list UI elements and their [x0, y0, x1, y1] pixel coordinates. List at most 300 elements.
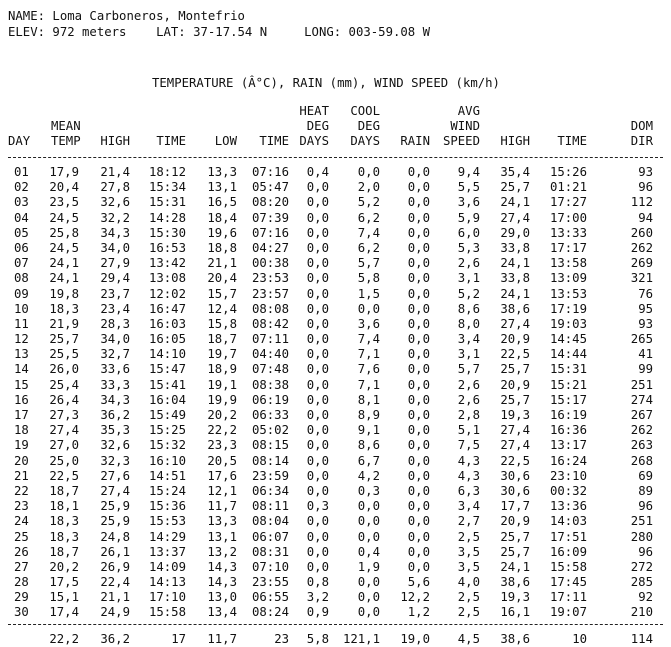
cell-cool: 0,4: [357, 544, 380, 559]
cell-day: 06: [14, 240, 29, 255]
cell-whigh: 20,9: [500, 377, 530, 392]
cell-time: 18:12: [148, 165, 186, 179]
cell-mean: 18,7: [49, 544, 79, 559]
cell-ltime: 08:14: [251, 453, 289, 468]
cell-day: 16: [14, 392, 29, 407]
cell-wtime: 14:45: [549, 332, 587, 347]
cell-mean: 17,4: [49, 605, 79, 620]
cell-heat: 0,9: [306, 605, 329, 620]
cell-dom: 93: [638, 165, 653, 179]
cell-rain: 0,0: [407, 271, 430, 286]
cell-ltime: 06:19: [251, 392, 289, 407]
cell-high: 25,9: [100, 514, 130, 529]
table-row: [8, 287, 663, 302]
cell-ltime: 07:16: [251, 225, 289, 240]
cell-day: 11: [14, 316, 29, 331]
cell-rain: 0,0: [407, 286, 430, 301]
cell-heat: 0,0: [306, 332, 329, 347]
cell-rain: 1,2: [407, 605, 430, 620]
cell-cool: 3,6: [357, 316, 380, 331]
cell-dom: 272: [630, 559, 653, 574]
cell-day: 18: [14, 423, 29, 438]
cell-time: 14:09: [148, 559, 186, 574]
cell-avgwind: 5,7: [457, 362, 480, 377]
report-title: TEMPERATURE (Â°C), RAIN (mm), WIND SPEED (km/h): [152, 76, 500, 90]
cell-wtime: 19:07: [549, 605, 587, 620]
cell-time: 15:31: [148, 195, 186, 210]
cell-ltime: 08:20: [251, 195, 289, 210]
cell-low: 19,6: [207, 225, 237, 240]
cell-time: 14:10: [148, 347, 186, 362]
cell-dom: 269: [630, 256, 653, 271]
cell-high: 34,0: [100, 240, 130, 255]
cell-avgwind: 2,6: [457, 392, 480, 407]
cell-avgwind: 4,0: [457, 575, 480, 590]
cell-cool: 1,5: [357, 286, 380, 301]
cell-ltime: 08:24: [251, 605, 289, 620]
cell-cool: 2,0: [357, 180, 380, 195]
cell-whigh: 20,9: [500, 514, 530, 529]
cell-high: 29,4: [100, 271, 130, 286]
cell-ltime: 06:34: [251, 483, 289, 498]
cell-dom: 69: [638, 468, 653, 483]
cell-whigh: 25,7: [500, 180, 530, 195]
cell-heat: 0,0: [306, 544, 329, 559]
cell-wtime: 14:03: [549, 514, 587, 529]
cell-time: 16:53: [148, 240, 186, 255]
cell-time: 16:05: [148, 332, 186, 347]
table-row: [8, 362, 663, 377]
cell-avgwind: 2,5: [457, 605, 480, 620]
cell-wtime: 17:00: [549, 210, 587, 225]
table-row: [8, 347, 663, 362]
summary-ltime: 23: [274, 632, 289, 646]
cell-day: 26: [14, 544, 29, 559]
cell-mean: 18,3: [49, 529, 79, 544]
table-row: [8, 408, 663, 423]
cell-time: 15:30: [148, 225, 186, 240]
cell-rain: 0,0: [407, 438, 430, 453]
cell-wtime: 13:36: [549, 499, 587, 514]
cell-cool: 6,2: [357, 210, 380, 225]
table-row: [8, 378, 663, 393]
cell-heat: 0,0: [306, 256, 329, 271]
cell-dom: 95: [638, 301, 653, 316]
cell-time: 15:49: [148, 408, 186, 422]
cell-day: 25: [14, 529, 29, 544]
cell-high: 34,0: [100, 332, 130, 347]
cell-avgwind: 4,3: [457, 453, 480, 468]
cell-wtime: 13:33: [549, 225, 587, 240]
cell-low: 20,4: [207, 271, 237, 286]
cell-heat: 0,0: [306, 453, 329, 468]
cell-ltime: 08:38: [251, 377, 289, 392]
cell-high: 32,2: [100, 210, 130, 225]
cell-mean: 21,9: [49, 316, 79, 331]
cell-ltime: 00:38: [251, 256, 289, 271]
cell-avgwind: 2,5: [457, 590, 480, 605]
table-row: [8, 575, 663, 590]
cell-cool: 7,1: [357, 347, 380, 362]
cell-rain: 0,0: [407, 210, 430, 225]
cell-ltime: 23:53: [251, 271, 289, 286]
climate-report: [8, 8, 663, 646]
cell-dom: 210: [630, 605, 653, 620]
cell-time: 16:04: [148, 392, 186, 407]
cell-high: 24,9: [100, 605, 130, 620]
cell-heat: 0,0: [306, 347, 329, 362]
cell-wtime: 15:17: [549, 392, 587, 407]
cell-wtime: 17:45: [549, 575, 587, 590]
cell-high: 25,9: [100, 499, 130, 514]
cell-heat: 0,0: [306, 468, 329, 483]
cell-avgwind: 5,3: [457, 240, 480, 255]
cell-rain: 0,0: [407, 240, 430, 255]
cell-low: 13,3: [207, 165, 237, 179]
cell-cool: 0,3: [357, 483, 380, 498]
cell-avgwind: 5,9: [457, 210, 480, 225]
cell-rain: 0,0: [407, 423, 430, 438]
cell-cool: 4,2: [357, 468, 380, 483]
cell-heat: 3,2: [306, 590, 329, 605]
cell-mean: 17,9: [49, 165, 79, 179]
cell-time: 17:10: [148, 590, 186, 605]
cell-ltime: 08:04: [251, 514, 289, 529]
cell-rain: 0,0: [407, 225, 430, 240]
cell-wtime: 14:44: [549, 347, 587, 362]
cell-low: 19,1: [207, 377, 237, 392]
cell-ltime: 06:07: [251, 529, 289, 544]
cell-avgwind: 5,1: [457, 423, 480, 438]
column-header-rain: RAIN: [400, 134, 430, 148]
cell-heat: 0,0: [306, 377, 329, 392]
cell-heat: 0,0: [306, 438, 329, 453]
cell-low: 18,7: [207, 332, 237, 347]
column-header-dom: DOM DIR: [630, 119, 653, 148]
cell-wtime: 17:19: [549, 301, 587, 316]
cell-whigh: 27,4: [500, 423, 530, 438]
cell-high: 32,6: [100, 195, 130, 210]
column-headers: [8, 104, 663, 154]
cell-wtime: 16:24: [549, 453, 587, 468]
table-row: [8, 454, 663, 469]
cell-low: 15,8: [207, 316, 237, 331]
cell-day: 08: [14, 271, 29, 286]
cell-heat: 0,0: [306, 316, 329, 331]
cell-low: 13,3: [207, 514, 237, 529]
cell-cool: 1,9: [357, 559, 380, 574]
cell-wtime: 16:19: [549, 408, 587, 422]
cell-day: 01: [14, 165, 29, 179]
cell-dom: 251: [630, 514, 653, 529]
cell-low: 20,2: [207, 408, 237, 422]
cell-heat: 0,0: [306, 271, 329, 286]
cell-day: 02: [14, 180, 29, 195]
cell-day: 04: [14, 210, 29, 225]
cell-rain: 0,0: [407, 316, 430, 331]
cell-high: 32,6: [100, 438, 130, 453]
cell-mean: 24,1: [49, 271, 79, 286]
cell-time: 14:28: [148, 210, 186, 225]
cell-rain: 0,0: [407, 408, 430, 422]
cell-low: 18,4: [207, 210, 237, 225]
cell-mean: 23,5: [49, 195, 79, 210]
cell-mean: 27,4: [49, 423, 79, 438]
cell-heat: 0,0: [306, 240, 329, 255]
summary-cool: 121,1: [342, 632, 380, 646]
cell-cool: 7,4: [357, 225, 380, 240]
cell-wtime: 17:51: [549, 529, 587, 544]
cell-dom: 76: [638, 286, 653, 301]
cell-high: 27,6: [100, 468, 130, 483]
table-row: [8, 302, 663, 317]
summary-time: 17: [171, 632, 186, 646]
column-header-whigh: HIGH: [500, 134, 530, 148]
cell-rain: 0,0: [407, 195, 430, 210]
cell-time: 12:02: [148, 286, 186, 301]
cell-mean: 24,5: [49, 210, 79, 225]
cell-high: 35,3: [100, 423, 130, 438]
cell-high: 21,4: [100, 165, 130, 179]
cell-whigh: 29,0: [500, 225, 530, 240]
cell-high: 32,7: [100, 347, 130, 362]
cell-mean: 19,8: [49, 286, 79, 301]
cell-high: 27,9: [100, 256, 130, 271]
table-row: [8, 423, 663, 438]
cell-rain: 0,0: [407, 392, 430, 407]
summary-avgwind: 4,5: [457, 632, 480, 646]
cell-mean: 27,3: [49, 408, 79, 422]
cell-avgwind: 3,4: [457, 499, 480, 514]
cell-cool: 7,1: [357, 377, 380, 392]
summary-wtime: 10: [572, 632, 587, 646]
column-header-day: DAY: [8, 134, 31, 148]
table-row: [8, 438, 663, 453]
cell-wtime: 15:26: [549, 165, 587, 179]
cell-low: 19,9: [207, 392, 237, 407]
cell-day: 07: [14, 256, 29, 271]
column-header-mean: MEAN TEMP: [51, 119, 81, 148]
cell-cool: 0,0: [357, 514, 380, 529]
cell-cool: 0,0: [357, 529, 380, 544]
summary-low: 11,7: [207, 632, 237, 646]
table-row: [8, 271, 663, 286]
cell-heat: 0,8: [306, 575, 329, 590]
cell-ltime: 08:08: [251, 301, 289, 316]
cell-whigh: 33,8: [500, 271, 530, 286]
cell-ltime: 07:39: [251, 210, 289, 225]
cell-avgwind: 2,6: [457, 377, 480, 392]
cell-ltime: 23:55: [251, 575, 289, 590]
cell-time: 15:53: [148, 514, 186, 529]
cell-low: 21,1: [207, 256, 237, 271]
table-row: [8, 195, 663, 210]
cell-mean: 18,1: [49, 499, 79, 514]
cell-dom: 41: [638, 347, 653, 362]
table-row: [8, 226, 663, 241]
column-header-avgwind: AVG WIND SPEED: [442, 104, 480, 148]
cell-day: 21: [14, 468, 29, 483]
cell-mean: 25,4: [49, 377, 79, 392]
cell-day: 24: [14, 514, 29, 529]
cell-whigh: 27,4: [500, 210, 530, 225]
cell-whigh: 33,8: [500, 240, 530, 255]
cell-day: 17: [14, 408, 29, 422]
cell-ltime: 07:48: [251, 362, 289, 377]
column-header-heat: HEAT DEG DAYS: [299, 104, 329, 148]
cell-cool: 6,2: [357, 240, 380, 255]
cell-mean: 18,3: [49, 514, 79, 529]
cell-whigh: 24,1: [500, 195, 530, 210]
cell-whigh: 30,6: [500, 468, 530, 483]
cell-whigh: 25,7: [500, 544, 530, 559]
cell-time: 13:37: [148, 544, 186, 559]
cell-day: 12: [14, 332, 29, 347]
cell-high: 27,8: [100, 180, 130, 195]
cell-heat: 0,0: [306, 225, 329, 240]
cell-rain: 0,0: [407, 499, 430, 514]
table-row: [8, 165, 663, 180]
cell-avgwind: 4,3: [457, 468, 480, 483]
cell-wtime: 17:17: [549, 240, 587, 255]
cell-wtime: 01:21: [549, 180, 587, 195]
cell-dom: 262: [630, 240, 653, 255]
cell-low: 13,0: [207, 590, 237, 605]
cell-mean: 25,0: [49, 453, 79, 468]
column-header-time: TIME: [156, 134, 186, 148]
cell-whigh: 20,9: [500, 332, 530, 347]
cell-high: 33,6: [100, 362, 130, 377]
cell-day: 10: [14, 301, 29, 316]
cell-mean: 24,5: [49, 240, 79, 255]
cell-whigh: 27,4: [500, 438, 530, 453]
cell-dom: 92: [638, 590, 653, 605]
cell-day: 03: [14, 195, 29, 210]
column-header-low: LOW: [214, 134, 237, 148]
cell-rain: 0,0: [407, 544, 430, 559]
cell-avgwind: 7,5: [457, 438, 480, 453]
cell-avgwind: 2,8: [457, 408, 480, 422]
cell-rain: 12,2: [400, 590, 430, 605]
cell-heat: 0,0: [306, 559, 329, 574]
cell-mean: 26,0: [49, 362, 79, 377]
cell-avgwind: 3,1: [457, 347, 480, 362]
cell-ltime: 07:11: [251, 332, 289, 347]
cell-low: 13,1: [207, 180, 237, 195]
cell-dom: 99: [638, 362, 653, 377]
cell-avgwind: 3,5: [457, 559, 480, 574]
header-divider: [8, 157, 663, 158]
cell-whigh: 22,5: [500, 453, 530, 468]
cell-cool: 0,0: [357, 301, 380, 316]
cell-time: 13:42: [148, 256, 186, 271]
cell-heat: 0,0: [306, 423, 329, 438]
cell-ltime: 08:42: [251, 316, 289, 331]
table-row: [8, 605, 663, 620]
cell-cool: 6,7: [357, 453, 380, 468]
cell-heat: 0,0: [306, 301, 329, 316]
summary-heat: 5,8: [306, 632, 329, 646]
cell-mean: 17,5: [49, 575, 79, 590]
cell-day: 05: [14, 225, 29, 240]
cell-mean: 15,1: [49, 590, 79, 605]
cell-wtime: 15:58: [549, 559, 587, 574]
cell-dom: 93: [638, 316, 653, 331]
cell-rain: 0,0: [407, 347, 430, 362]
cell-avgwind: 2,5: [457, 529, 480, 544]
cell-dom: 94: [638, 210, 653, 225]
summary-high: 36,2: [100, 632, 130, 646]
cell-wtime: 15:21: [549, 377, 587, 392]
cell-time: 15:47: [148, 362, 186, 377]
cell-low: 13,4: [207, 605, 237, 620]
cell-wtime: 17:11: [549, 590, 587, 605]
cell-cool: 7,4: [357, 332, 380, 347]
cell-whigh: 27,4: [500, 316, 530, 331]
cell-heat: 0,0: [306, 210, 329, 225]
table-row: [8, 560, 663, 575]
cell-high: 34,3: [100, 392, 130, 407]
cell-rain: 0,0: [407, 362, 430, 377]
cell-time: 13:08: [148, 271, 186, 286]
table-row: [8, 484, 663, 499]
cell-wtime: 13:58: [549, 256, 587, 271]
cell-time: 15:24: [148, 483, 186, 498]
table-row: [8, 499, 663, 514]
table-row: [8, 393, 663, 408]
cell-avgwind: 6,3: [457, 483, 480, 498]
cell-avgwind: 5,2: [457, 286, 480, 301]
cell-heat: 0,3: [306, 499, 329, 514]
cell-day: 23: [14, 499, 29, 514]
cell-low: 14,3: [207, 559, 237, 574]
cell-heat: 0,0: [306, 408, 329, 422]
cell-high: 27,4: [100, 483, 130, 498]
cell-dom: 267: [630, 408, 653, 422]
cell-ltime: 04:27: [251, 240, 289, 255]
summary-whigh: 38,6: [500, 632, 530, 646]
cell-rain: 0,0: [407, 468, 430, 483]
cell-cool: 8,1: [357, 392, 380, 407]
cell-ltime: 06:55: [251, 590, 289, 605]
cell-time: 15:32: [148, 438, 186, 453]
cell-ltime: 07:10: [251, 559, 289, 574]
cell-dom: 89: [638, 483, 653, 498]
cell-rain: 0,0: [407, 514, 430, 529]
cell-time: 14:51: [148, 468, 186, 483]
cell-cool: 8,6: [357, 438, 380, 453]
cell-avgwind: 3,5: [457, 544, 480, 559]
cell-low: 14,3: [207, 575, 237, 590]
cell-mean: 25,8: [49, 225, 79, 240]
cell-day: 22: [14, 483, 29, 498]
cell-low: 12,1: [207, 483, 237, 498]
cell-dom: 265: [630, 332, 653, 347]
cell-wtime: 13:17: [549, 438, 587, 453]
cell-low: 20,5: [207, 453, 237, 468]
cell-time: 15:41: [148, 377, 186, 392]
cell-mean: 18,7: [49, 483, 79, 498]
cell-dom: 285: [630, 575, 653, 590]
cell-ltime: 08:31: [251, 544, 289, 559]
cell-wtime: 13:09: [549, 271, 587, 286]
cell-low: 18,8: [207, 240, 237, 255]
cell-day: 19: [14, 438, 29, 453]
cell-wtime: 13:53: [549, 286, 587, 301]
cell-time: 14:13: [148, 575, 186, 590]
cell-low: 16,5: [207, 195, 237, 210]
cell-mean: 27,0: [49, 438, 79, 453]
